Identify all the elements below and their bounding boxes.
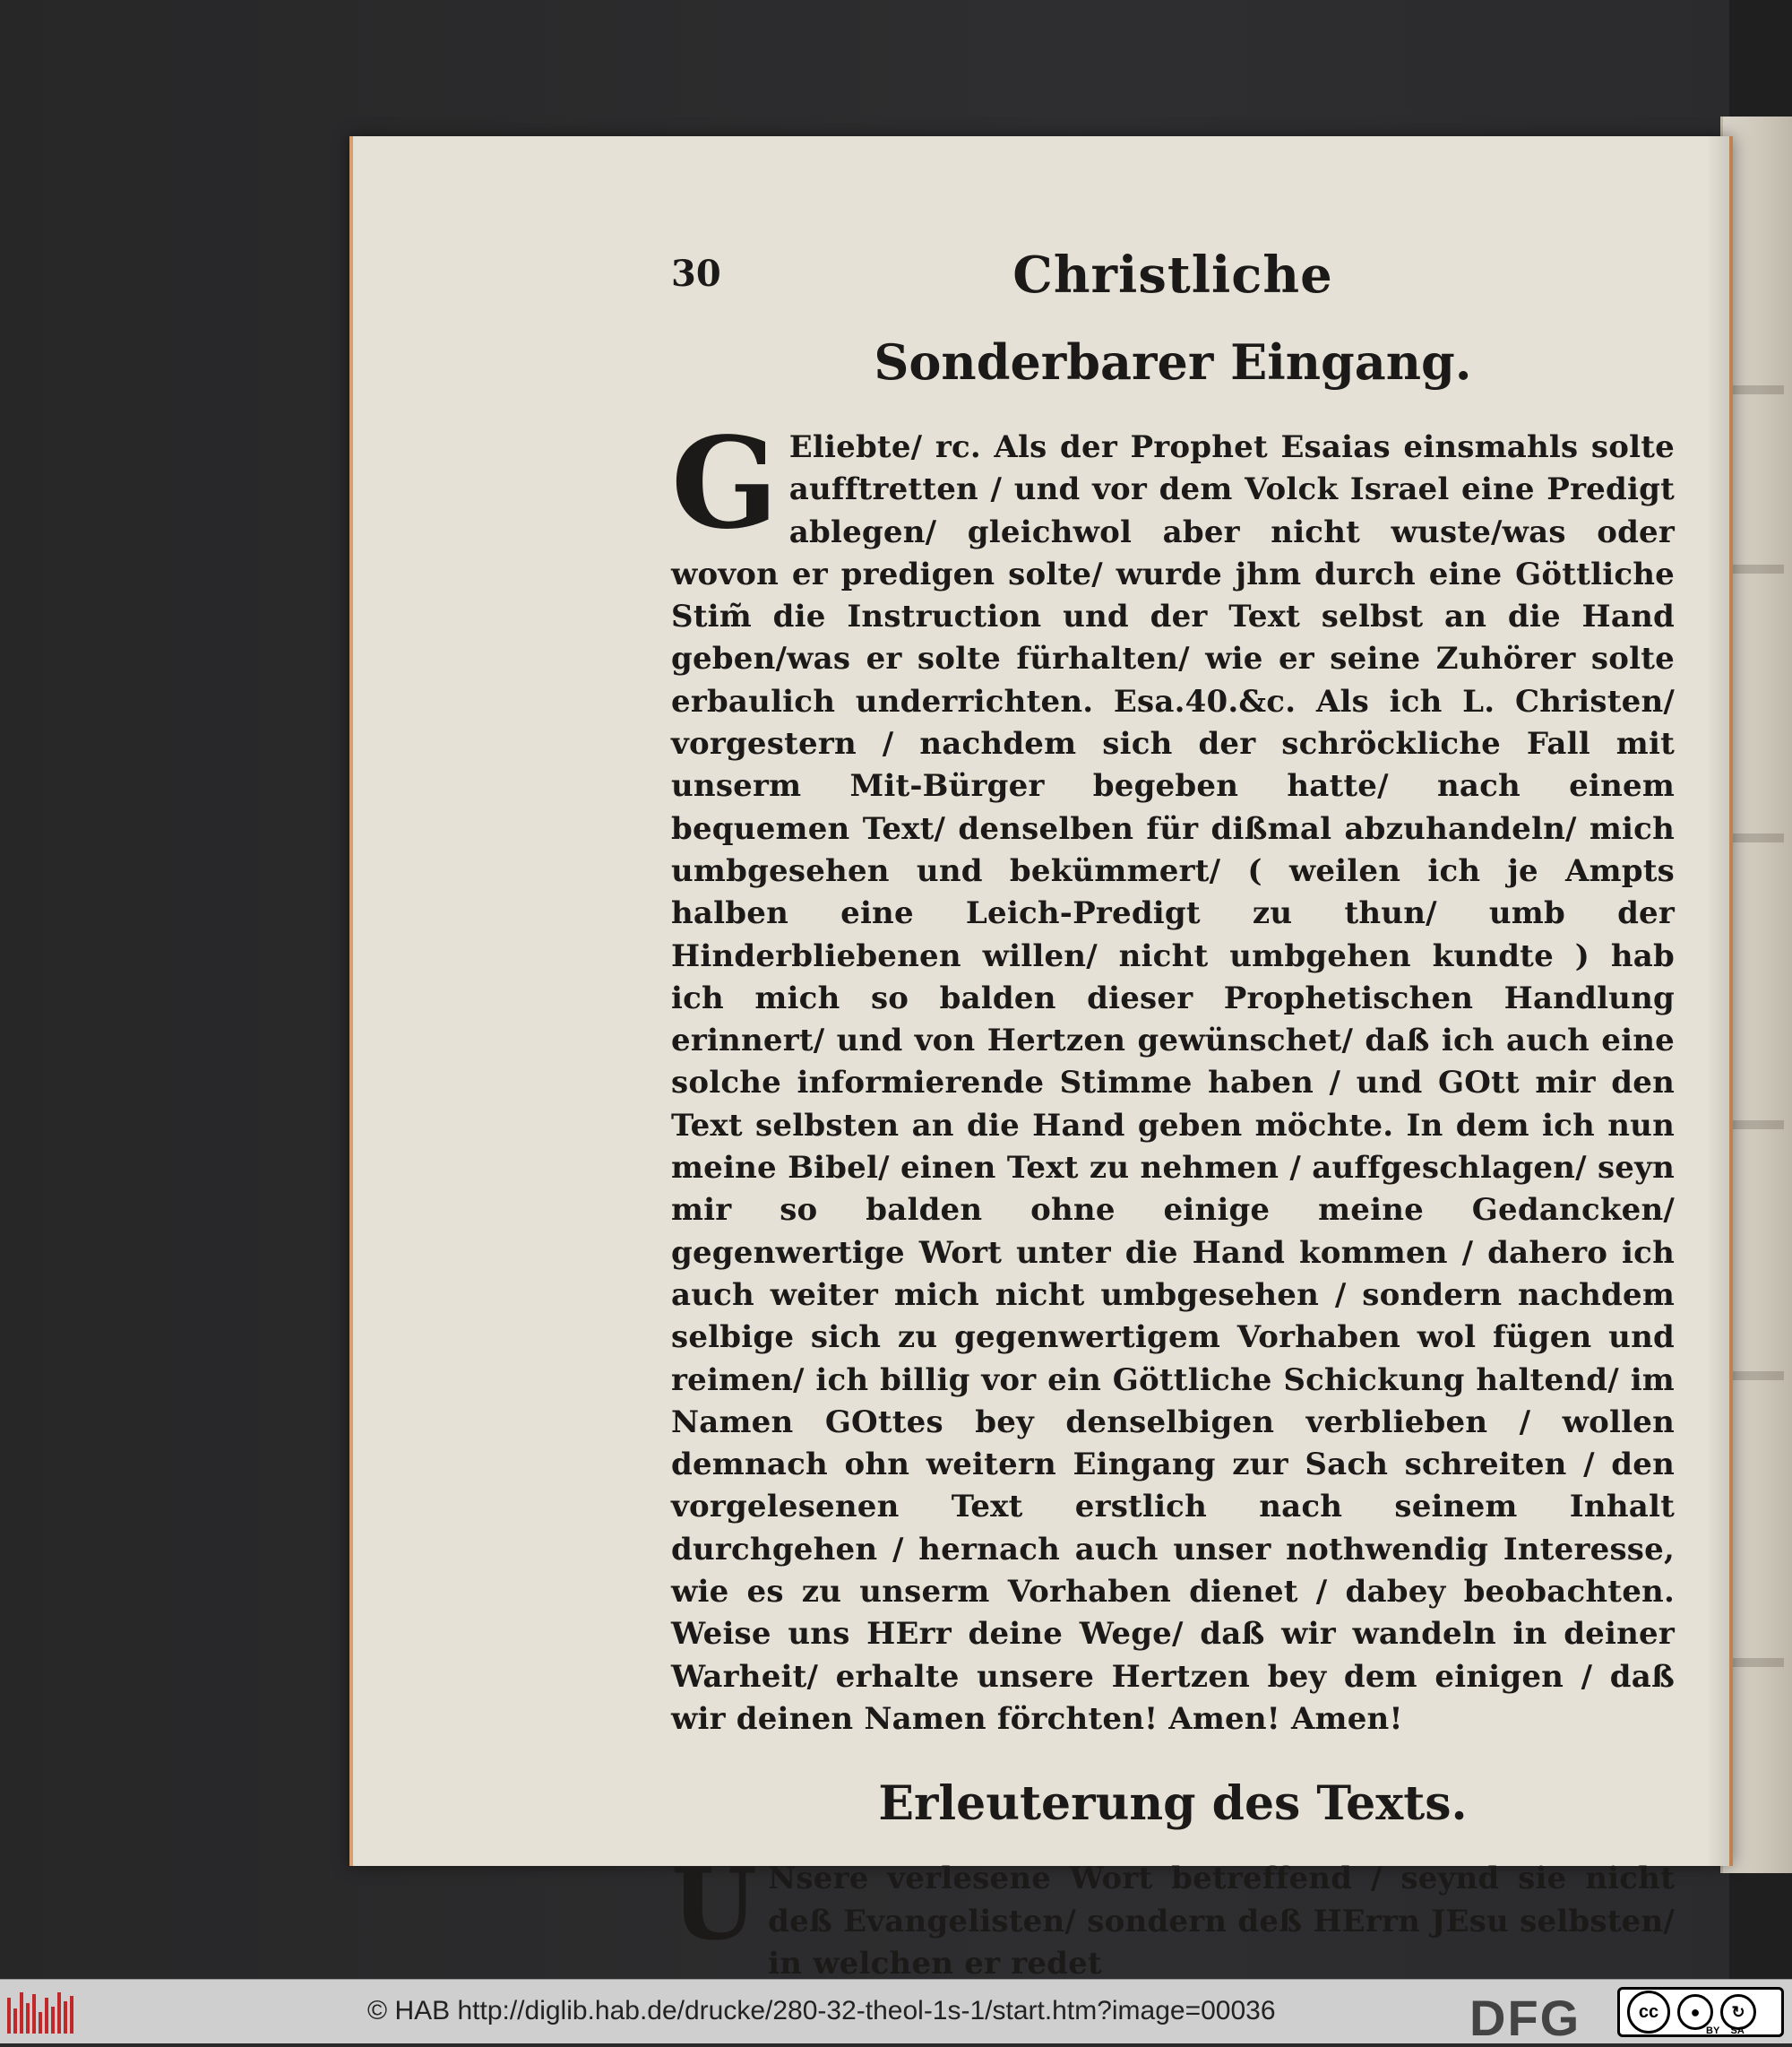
hab-logo-icon: [7, 1991, 75, 2034]
book-page: [349, 136, 1733, 1979]
by-icon: ●: [1677, 1994, 1713, 2030]
paragraph-erleuterung: [671, 1846, 1675, 1979]
cc-icon: cc: [1627, 1991, 1670, 2034]
page-number: 30: [671, 253, 721, 295]
section-heading-eingang: Sonderbarer Eingang.: [874, 333, 1472, 391]
viewer-footer: [0, 1979, 1792, 2046]
page-header: [671, 235, 1675, 315]
dfg-logo: DFG: [1469, 1990, 1581, 2046]
paragraph-erleuterung-text: Nsere verlesene Wort betreffend / seynd sie nicht deß Evangelisten/ sondern deß HErrn JEsu selbsten/ in welchen er redet: [768, 1861, 1675, 1979]
cc-license-badge[interactable]: [1617, 1987, 1784, 2037]
paragraph-eingang: [671, 410, 1675, 1740]
section-heading-erleuterung: Erleuterung des Texts.: [878, 1776, 1468, 1832]
page-text-block: [671, 235, 1675, 1979]
cc-license-label: BY SA: [1706, 2025, 1745, 2036]
copyright-link[interactable]: © HAB http://diglib.hab.de/drucke/280-32-theol-1s-1/start.htm?image=00036: [367, 1996, 1276, 2025]
drop-cap-initial-2: U: [671, 1846, 758, 1963]
paragraph-eingang-text: Eliebte/ rc. Als der Prophet Esaias einsmahls solte aufftretten / und vor dem Volck Israel eine Predigt ablegen/ gleichwol aber nicht wuste/was oder wovon er predigen solte/ wurde jhm durch eine Göttliche Stim̃ die Instruction und der Text selbst an die Hand geben/was er solte fürhalten/ wie er seine Zuhörer solte erbaulich underrichten. Esa.40.&c. Als ich L. Christen/ vorgestern / nachdem sich der schröckliche Fall mit unserm Mit-Bürger begeben hatte/ nach einem bequemen Text/ denselben für dißmal abzuhandeln/ mich umbgesehen und bekümmert/ ( weilen ich je Ampts halben eine Leich-Predigt zu thun/ umb der Hinderbliebenen willen/ nicht umbgehen kundte ) hab ich mich so balden dieser Prophetischen Handlung erinnert/ und von Hertzen gewünschet/ daß ich auch eine solche informierende Stimme haben / und GOtt mir den Text selbsten an die Hand geben möchte. In dem ich nun meine Bibel/ einen Text zu nehmen / auffgeschlagen/ seyn mir so balden ohne einige meine Gedancken/ gegenwertige Wort unter die Hand kommen / dahero ich auch weiter mich nicht umbgesehen / sondern nachdem selbige sich zu gegenwertigem Vorhaben wol fügen und reimen/ ich billig vor ein Göttliche Schickung haltend/ im Namen GOttes bey denselbigen verblieben / wollen demnach ohn weitern Eingang zur Sach schreiten / den vorgelesenen Text erstlich nach seinem Inhalt durchgehen / hernach auch unser nothwendig Interesse, wie es zu unserm Vorhaben dienet / dabey beobachten. Weise uns HErr deine Wege/ daß wir wandeln in deiner Warheit/ erhalte unsere Hertzen bey dem einigen / daß wir deinen Namen förchten! Amen! Amen!: [671, 429, 1675, 1737]
sa-icon: ↻: [1720, 1994, 1756, 2030]
drop-cap-initial: G: [671, 410, 779, 557]
running-head: Christliche: [1012, 246, 1333, 305]
